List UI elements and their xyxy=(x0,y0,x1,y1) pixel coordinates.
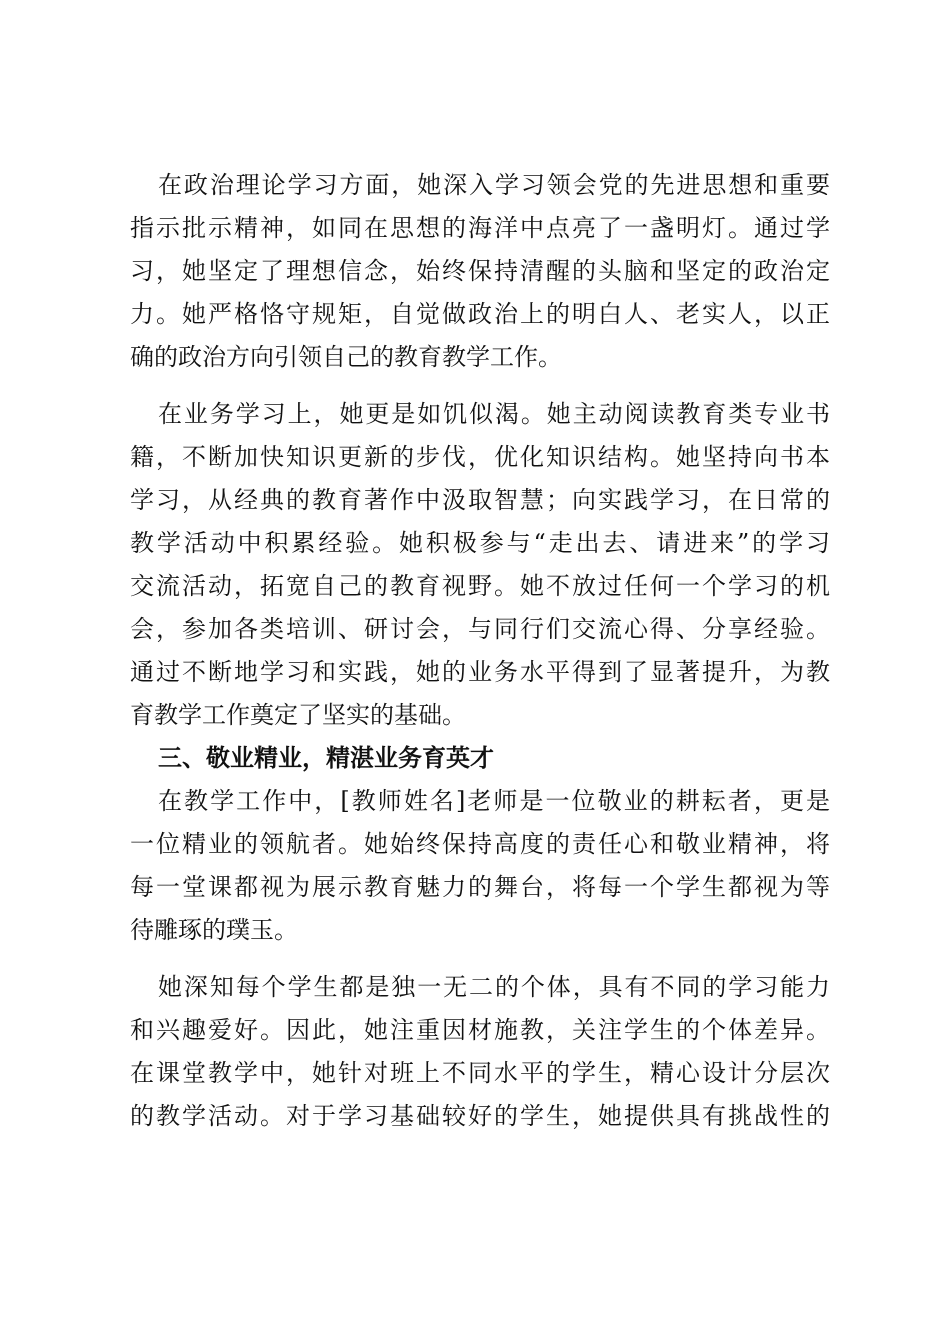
text-line: 在课堂教学中，她针对班上不同水平的学生，精心设计分层次 xyxy=(130,1059,830,1087)
text-line: 教学活动中积累经验。她积极参与“走出去、请进来”的学习 xyxy=(130,529,830,557)
text-line: 力。她严格恪守规矩，自觉做政治上的明白人、老实人，以正 xyxy=(130,300,830,328)
text-line: 每一堂课都视为展示教育魅力的舞台，将每一个学生都视为等 xyxy=(130,873,830,901)
text-line: 她深知每个学生都是独一无二的个体，具有不同的学习能力 xyxy=(158,973,830,1001)
text-line: 在业务学习上，她更是如饥似渴。她主动阅读教育类专业书 xyxy=(158,400,830,428)
text-line: 习，她坚定了理想信念，始终保持清醒的头脑和坚定的政治定 xyxy=(130,257,830,285)
text-line: 确的政治方向引领自己的教育教学工作。 xyxy=(130,343,562,371)
text-line: 通过不断地学习和实践，她的业务水平得到了显著提升，为教 xyxy=(130,658,830,686)
text-line: 学习，从经典的教育著作中汲取智慧；向实践学习，在日常的 xyxy=(130,486,830,514)
paragraph-political-study xyxy=(130,164,830,379)
section-heading: 三、敬业精业，精湛业务育英才 xyxy=(158,744,494,772)
text-line: 育教学工作奠定了坚实的基础。 xyxy=(130,701,466,729)
text-line: 会，参加各类培训、研讨会，与同行们交流心得、分享经验。 xyxy=(130,615,830,643)
text-line: 交流活动，拓宽自己的教育视野。她不放过任何一个学习的机 xyxy=(130,572,830,600)
paragraph-individual-teaching xyxy=(130,966,830,1138)
text-line: 在政治理论学习方面，她深入学习领会党的先进思想和重要 xyxy=(158,171,830,199)
paragraph-teaching-work xyxy=(130,780,830,952)
document-page xyxy=(130,164,830,1152)
text-line: 籍，不断加快知识更新的步伐，优化知识结构。她坚持向书本 xyxy=(130,443,830,471)
text-line: 的教学活动。对于学习基础较好的学生，她提供具有挑战性的 xyxy=(130,1102,830,1130)
text-line: 指示批示精神，如同在思想的海洋中点亮了一盏明灯。通过学 xyxy=(130,214,830,242)
text-line: 在教学工作中，[教师姓名]老师是一位敬业的耕耘者，更是 xyxy=(158,787,830,815)
text-line: 和兴趣爱好。因此，她注重因材施教，关注学生的个体差异。 xyxy=(130,1016,830,1044)
text-line: 待雕琢的璞玉。 xyxy=(130,916,298,944)
paragraph-professional-study xyxy=(130,393,830,737)
text-line: 一位精业的领航者。她始终保持高度的责任心和敬业精神，将 xyxy=(130,830,830,858)
